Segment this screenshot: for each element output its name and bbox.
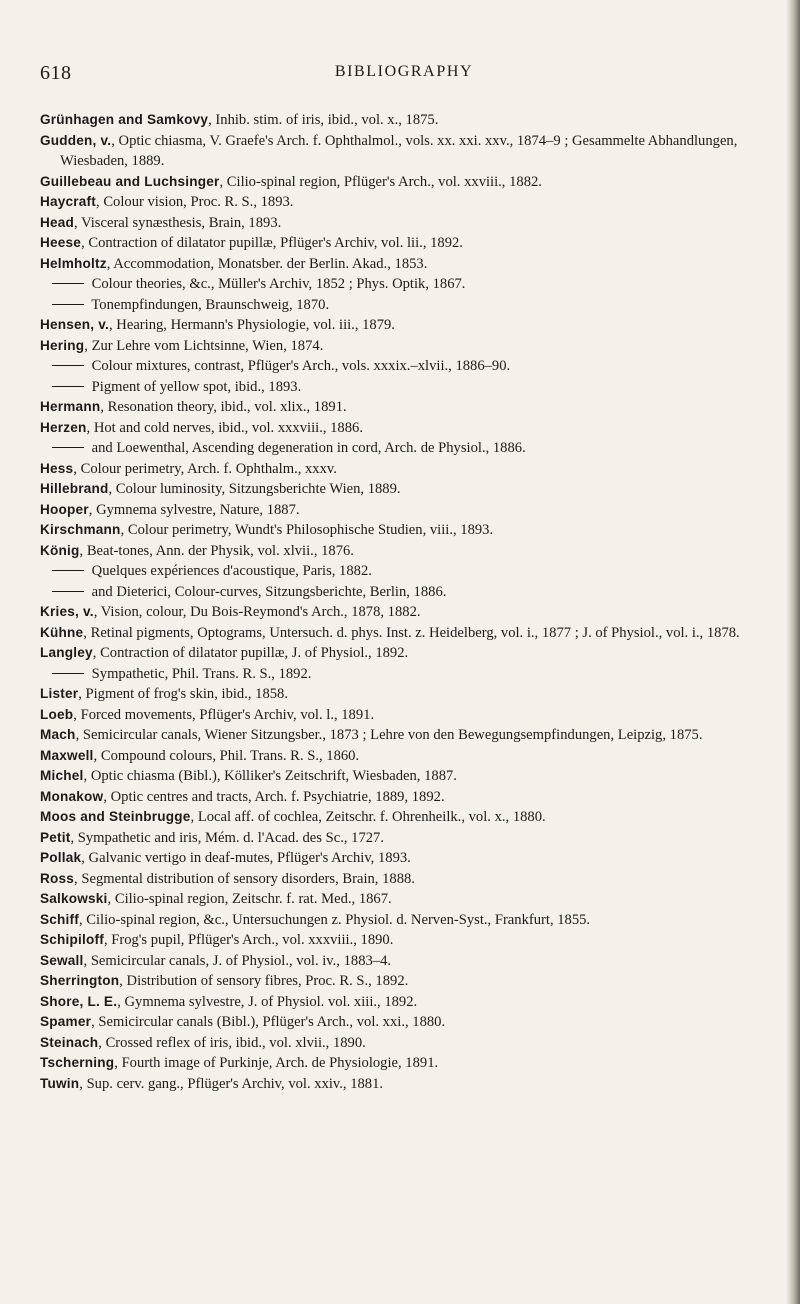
page-header bbox=[40, 62, 768, 88]
bibliography-entry: Hermann, Resonation theory, ibid., vol. xlix., 1891. bbox=[40, 399, 347, 415]
ditto-dash bbox=[52, 673, 84, 674]
ditto-dash bbox=[52, 570, 84, 571]
bibliography-entry: Kries, v., Vision, colour, Du Bois-Reymond's Arch., 1878, 1882. bbox=[40, 604, 421, 620]
bibliography-entry: Schipiloff, Frog's pupil, Pflüger's Arch., vol. xxxviii., 1890. bbox=[40, 932, 394, 948]
entry-author: Loeb bbox=[40, 706, 74, 722]
entry-author: Monakow bbox=[40, 788, 104, 804]
bibliography-entry: Heese, Contraction of dilatator pupillæ, Pflüger's Archiv, vol. lii., 1892. bbox=[40, 235, 463, 251]
entry-author: Hensen, v. bbox=[40, 317, 109, 332]
bibliography-entry: Maxwell, Compound colours, Phil. Trans. R. S., 1860. bbox=[40, 747, 360, 764]
entry-author: Salkowski bbox=[40, 891, 108, 906]
entry-text: Colour mixtures, contrast, Pflüger's Arch., vols. xxxix.–xlvii., 1886–90. bbox=[91, 358, 511, 374]
entry-text: Optic centres and tracts, Arch. f. Psychiatrie, 1889, 1892. bbox=[110, 788, 445, 805]
entry-text: Crossed reflex of iris, ibid., vol. xlvii., 1890. bbox=[105, 1034, 366, 1051]
entry-text: Gymnema sylvestre, J. of Physiol. vol. xiii., 1892. bbox=[124, 993, 418, 1010]
bibliography-entry: Head, Visceral synæsthesis, Brain, 1893. bbox=[40, 214, 282, 231]
bibliography-list bbox=[40, 110, 768, 1094]
bibliography-entry: Shore, L. E., Gymnema sylvestre, J. of Physiol. vol. xiii., 1892. bbox=[40, 993, 418, 1010]
entry-author: Helmholtz bbox=[40, 255, 107, 271]
bibliography-entry: Monakow, Optic centres and tracts, Arch. f. Psychiatrie, 1889, 1892. bbox=[40, 788, 445, 805]
bibliography-entry bbox=[40, 582, 768, 603]
bibliography-entry: Schiff, Cilio-spinal region, &c., Untersuchungen z. Physiol. d. Nerven-Syst., Frankfurt, 1855. bbox=[40, 911, 591, 928]
bibliography-entry: Mach, Semicircular canals, Wiener Sitzungsber., 1873 ; Lehre von den Bewegungsempfindungen, Leipzig, 1875. bbox=[40, 727, 703, 743]
entry-text: Cilio-spinal region, Pflüger's Arch., vol. xxviii., 1882. bbox=[226, 173, 542, 190]
running-title: BIBLIOGRAPHY bbox=[334, 63, 474, 80]
ditto-dash bbox=[52, 304, 84, 305]
entry-text: Tonempfindungen, Braunschweig, 1870. bbox=[91, 296, 330, 313]
entry-text: Fourth image of Purkinje, Arch. de Physiologie, 1891. bbox=[121, 1055, 439, 1071]
ditto-dash bbox=[52, 591, 84, 592]
entry-text: and Dieterici, Colour-curves, Sitzungsberichte, Berlin, 1886. bbox=[91, 583, 447, 600]
entry-text: and Loewenthal, Ascending degeneration in cord, Arch. de Physiol., 1886. bbox=[91, 440, 526, 456]
entry-text: Semicircular canals (Bibl.), Pflüger's Arch., vol. xxi., 1880. bbox=[98, 1014, 446, 1030]
entry-text: Frog's pupil, Pflüger's Arch., vol. xxxviii., 1890. bbox=[111, 932, 394, 948]
ditto-dash bbox=[52, 283, 84, 284]
entry-author: Tscherning bbox=[40, 1055, 115, 1070]
entry-text: Visceral synæsthesis, Brain, 1893. bbox=[81, 214, 282, 231]
entry-author: Schipiloff bbox=[40, 932, 104, 947]
entry-text: Retinal pigments, Optograms, Untersuch. d. phys. Inst. z. Heidelberg, vol. i., 1877 ; J. of Physiol., vol. i., 1878. bbox=[90, 624, 740, 641]
entry-text: Compound colours, Phil. Trans. R. S., 1860. bbox=[100, 747, 360, 764]
entry-text: Distribution of sensory fibres, Proc. R. S., 1892. bbox=[126, 973, 409, 989]
entry-author: Hess bbox=[40, 460, 74, 476]
bibliography-entry bbox=[40, 356, 768, 377]
entry-author: Maxwell bbox=[40, 747, 94, 763]
bibliography-entry: Hensen, v., Hearing, Hermann's Physiologie, vol. iii., 1879. bbox=[40, 317, 395, 333]
bibliography-entry: Guillebeau and Luchsinger, Cilio-spinal region, Pflüger's Arch., vol. xxviii., 1882. bbox=[40, 173, 542, 190]
bibliography-entry: Grünhagen and Samkovy, Inhib. stim. of iris, ibid., vol. x., 1875. bbox=[40, 112, 439, 128]
bibliography-entry: Herzen, Hot and cold nerves, ibid., vol. xxxviii., 1886. bbox=[40, 419, 363, 436]
bibliography-entry: Sherrington, Distribution of sensory fibres, Proc. R. S., 1892. bbox=[40, 973, 409, 989]
entry-text: Inhib. stim. of iris, ibid., vol. x., 1875. bbox=[215, 112, 439, 128]
bibliography-entry: Haycraft, Colour vision, Proc. R. S., 1893. bbox=[40, 194, 294, 210]
bibliography-entry: Petit, Sympathetic and iris, Mém. d. l'Acad. des Sc., 1727. bbox=[40, 829, 384, 846]
bibliography-entry: Loeb, Forced movements, Pflüger's Archiv, vol. l., 1891. bbox=[40, 706, 375, 723]
entry-author: Sewall bbox=[40, 952, 84, 968]
entry-text: Local aff. of cochlea, Zeitschr. f. Ohrenheilk., vol. x., 1880. bbox=[197, 809, 546, 825]
bibliography-entry: König, Beat-tones, Ann. der Physik, vol. xlvii., 1876. bbox=[40, 542, 354, 559]
entry-author: Hering bbox=[40, 337, 85, 353]
bibliography-entry bbox=[40, 438, 768, 459]
bibliography-entry: Ross, Segmental distribution of sensory disorders, Brain, 1888. bbox=[40, 870, 415, 887]
entry-author: Ross bbox=[40, 870, 75, 886]
bibliography-entry: Salkowski, Cilio-spinal region, Zeitschr. f. rat. Med., 1867. bbox=[40, 891, 392, 907]
bibliography-entry: Hess, Colour perimetry, Arch. f. Ophthalm., xxxv. bbox=[40, 460, 337, 477]
entry-text: Contraction of dilatator pupillæ, Pflüger's Archiv, vol. lii., 1892. bbox=[88, 235, 463, 251]
bibliography-entry: Hooper, Gymnema sylvestre, Nature, 1887. bbox=[40, 501, 300, 518]
ditto-dash bbox=[52, 447, 84, 448]
bibliography-entry bbox=[40, 274, 768, 295]
entry-text: Sup. cerv. gang., Pflüger's Archiv, vol. xxiv., 1881. bbox=[86, 1075, 384, 1092]
entry-text: Forced movements, Pflüger's Archiv, vol. l., 1891. bbox=[80, 706, 375, 723]
entry-text: Colour vision, Proc. R. S., 1893. bbox=[103, 194, 294, 210]
entry-author: Lister bbox=[40, 686, 79, 701]
entry-author: Spamer bbox=[40, 1014, 92, 1029]
bibliography-entry: Gudden, v., Optic chiasma, V. Graefe's Arch. f. Ophthalmol., vols. xx. xxi. xxv., 1874–9 ; Gesammelte Abhandlungen, Wiesbaden, 1889. bbox=[40, 132, 738, 169]
entry-author: Kries, v. bbox=[40, 604, 94, 619]
bibliography-entry: Steinach, Crossed reflex of iris, ibid., vol. xlvii., 1890. bbox=[40, 1034, 366, 1051]
entry-author: Moos and Steinbrugge bbox=[40, 809, 191, 824]
entry-text: Cilio-spinal region, &c., Untersuchungen z. Physiol. d. Nerven-Syst., Frankfurt, 1855. bbox=[86, 911, 591, 928]
entry-author: Kühne bbox=[40, 624, 84, 640]
entry-author: Head bbox=[40, 214, 75, 230]
entry-author: Hooper bbox=[40, 501, 89, 517]
entry-text: Quelques expériences d'acoustique, Paris, 1882. bbox=[91, 563, 372, 579]
entry-text: Hot and cold nerves, ibid., vol. xxxviii., 1886. bbox=[93, 419, 363, 436]
entry-text: Segmental distribution of sensory disorders, Brain, 1888. bbox=[81, 870, 415, 887]
ditto-dash bbox=[52, 386, 84, 387]
entry-author: Grünhagen and Samkovy bbox=[40, 112, 209, 127]
entry-author: König bbox=[40, 542, 80, 558]
entry-text: Optic chiasma, V. Graefe's Arch. f. Ophthalmol., vols. xx. xxi. xxv., 1874–9 ; Gesammelte Abhandlungen, Wiesbaden, 1889. bbox=[60, 132, 738, 169]
entry-text: Colour theories, &c., Müller's Archiv, 1852 ; Phys. Optik, 1867. bbox=[91, 276, 466, 292]
bibliography-entry: Spamer, Semicircular canals (Bibl.), Pflüger's Arch., vol. xxi., 1880. bbox=[40, 1014, 446, 1030]
entry-author: Guillebeau and Luchsinger bbox=[40, 173, 220, 189]
page-number: 618 bbox=[40, 62, 72, 84]
entry-text: Gymnema sylvestre, Nature, 1887. bbox=[96, 501, 300, 518]
entry-text: Sympathetic, Phil. Trans. R. S., 1892. bbox=[91, 665, 312, 682]
entry-text: Sympathetic and iris, Mém. d. l'Acad. des Sc., 1727. bbox=[77, 829, 384, 846]
bibliography-entry: Sewall, Semicircular canals, J. of Physiol., vol. iv., 1883–4. bbox=[40, 952, 392, 969]
entry-text: Colour perimetry, Wundt's Philosophische Studien, viii., 1893. bbox=[127, 522, 494, 538]
bibliography-entry: Tscherning, Fourth image of Purkinje, Arch. de Physiologie, 1891. bbox=[40, 1055, 439, 1071]
bibliography-entry: Tuwin, Sup. cerv. gang., Pflüger's Archiv, vol. xxiv., 1881. bbox=[40, 1075, 384, 1092]
entry-author: Steinach bbox=[40, 1034, 99, 1050]
entry-text: Colour luminosity, Sitzungsberichte Wien, 1889. bbox=[115, 481, 401, 497]
bibliography-entry: Hillebrand, Colour luminosity, Sitzungsberichte Wien, 1889. bbox=[40, 481, 401, 497]
bibliography-entry bbox=[40, 377, 768, 398]
entry-text: Cilio-spinal region, Zeitschr. f. rat. Med., 1867. bbox=[114, 891, 392, 907]
entry-text: Semicircular canals, Wiener Sitzungsber., 1873 ; Lehre von den Bewegungsempfindungen, Leipzig, 1875. bbox=[82, 727, 703, 743]
entry-author: Gudden, v. bbox=[40, 132, 112, 148]
ditto-dash bbox=[52, 365, 84, 366]
entry-author: Schiff bbox=[40, 911, 79, 927]
entry-author: Sherrington bbox=[40, 973, 120, 988]
bibliography-entry: Pollak, Galvanic vertigo in deaf-mutes, Pflüger's Archiv, 1893. bbox=[40, 850, 411, 866]
entry-author: Petit bbox=[40, 829, 71, 845]
entry-author: Hillebrand bbox=[40, 481, 109, 496]
bibliography-entry: Langley, Contraction of dilatator pupillæ, J. of Physiol., 1892. bbox=[40, 645, 409, 661]
bibliography-entry: Moos and Steinbrugge, Local aff. of cochlea, Zeitschr. f. Ohrenheilk., vol. x., 1880. bbox=[40, 809, 546, 825]
entry-text: Colour perimetry, Arch. f. Ophthalm., xxxv. bbox=[80, 460, 337, 477]
entry-author: Hermann bbox=[40, 399, 101, 414]
entry-text: Beat-tones, Ann. der Physik, vol. xlvii., 1876. bbox=[86, 542, 354, 559]
entry-text: Pigment of frog's skin, ibid., 1858. bbox=[85, 686, 288, 702]
bibliography-entry: Hering, Zur Lehre vom Lichtsinne, Wien, 1874. bbox=[40, 337, 324, 354]
entry-author: Langley bbox=[40, 645, 93, 660]
entry-author: Herzen bbox=[40, 419, 87, 435]
entry-text: Accommodation, Monatsber. der Berlin. Akad., 1853. bbox=[113, 255, 428, 272]
entry-text: Pigment of yellow spot, ibid., 1893. bbox=[91, 378, 302, 395]
bibliography-entry: Michel, Optic chiasma (Bibl.), Kölliker's Zeitschrift, Wiesbaden, 1887. bbox=[40, 768, 457, 784]
entry-author: Mach bbox=[40, 727, 76, 742]
entry-author: Pollak bbox=[40, 850, 82, 865]
bibliography-entry bbox=[40, 664, 768, 685]
bibliography-entry: Kirschmann, Colour perimetry, Wundt's Philosophische Studien, viii., 1893. bbox=[40, 522, 494, 538]
entry-author: Haycraft bbox=[40, 194, 97, 209]
page-edge-shadow bbox=[786, 0, 800, 1304]
bibliography-entry: Lister, Pigment of frog's skin, ibid., 1858. bbox=[40, 686, 288, 702]
entry-text: Vision, colour, Du Bois-Reymond's Arch., 1878, 1882. bbox=[100, 604, 421, 620]
entry-text: Resonation theory, ibid., vol. xlix., 1891. bbox=[107, 399, 347, 415]
entry-text: Optic chiasma (Bibl.), Kölliker's Zeitschrift, Wiesbaden, 1887. bbox=[90, 768, 457, 784]
bibliography-entry bbox=[40, 561, 768, 582]
entry-author: Heese bbox=[40, 235, 82, 250]
entry-text: Zur Lehre vom Lichtsinne, Wien, 1874. bbox=[91, 337, 324, 354]
entry-author: Kirschmann bbox=[40, 522, 121, 537]
bibliography-entry bbox=[40, 295, 768, 316]
bibliography-entry: Helmholtz, Accommodation, Monatsber. der Berlin. Akad., 1853. bbox=[40, 255, 428, 272]
bibliography-entry: Kühne, Retinal pigments, Optograms, Untersuch. d. phys. Inst. z. Heidelberg, vol. i., 1877 ; J. of Physiol., vol. i., 1878. bbox=[40, 624, 740, 641]
entry-author: Tuwin bbox=[40, 1075, 80, 1091]
entry-text: Semicircular canals, J. of Physiol., vol. iv., 1883–4. bbox=[90, 952, 392, 969]
entry-author: Michel bbox=[40, 768, 84, 783]
entry-text: Hearing, Hermann's Physiologie, vol. iii., 1879. bbox=[116, 317, 395, 333]
entry-text: Galvanic vertigo in deaf-mutes, Pflüger's Archiv, 1893. bbox=[88, 850, 411, 866]
entry-author: Shore, L. E. bbox=[40, 993, 118, 1009]
entry-text: Contraction of dilatator pupillæ, J. of Physiol., 1892. bbox=[100, 645, 409, 661]
